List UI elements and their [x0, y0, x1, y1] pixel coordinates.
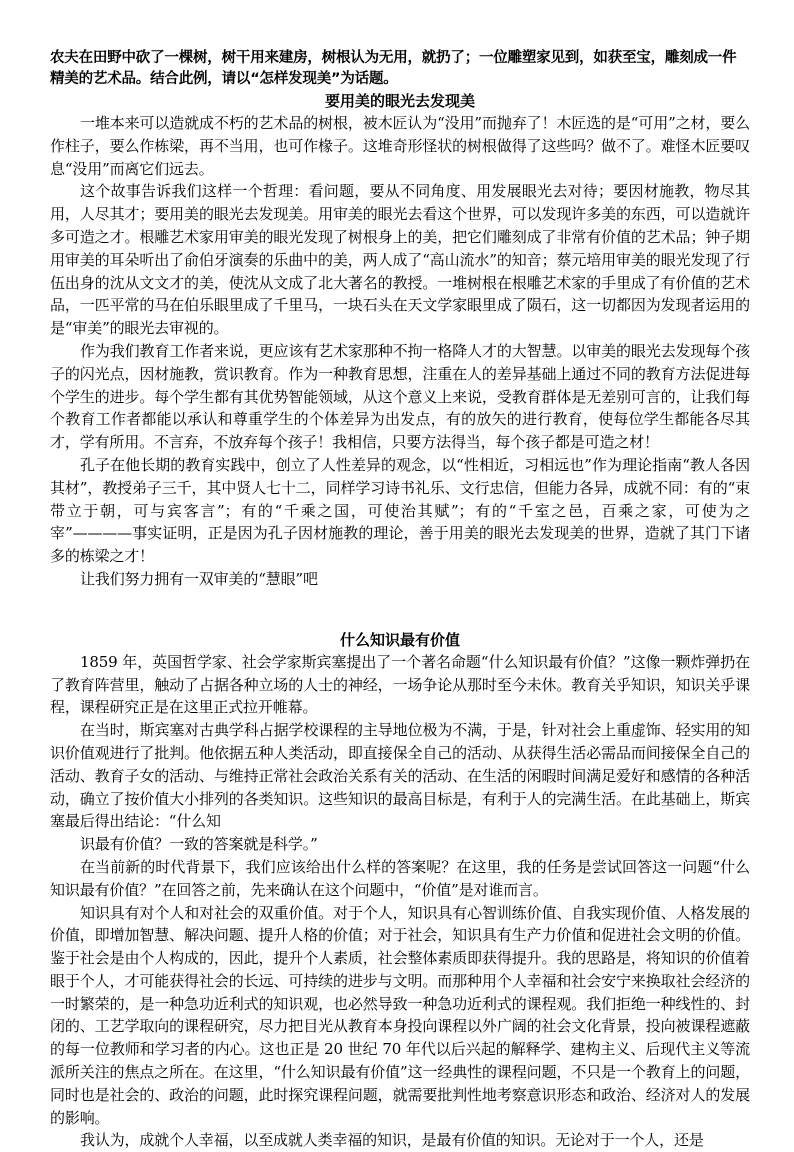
essay2-paragraph: 在当前新的时代背景下，我们应该给出什么样的答案呢？在这里，我的任务是尝试回答这一问题“什么知识最有价值？”在回答之前，先来确认在这个问题中，“价值”是对谁而言。 — [50, 857, 750, 899]
essay-prompt: 农夫在田野中砍了一棵树，树干用来建房，树根认为无用，就扔了；一位雕塑家见到，如获至宝，雕刻成一件精美的艺术品。结合此例，请以“怎样发现美”为话题。 — [50, 50, 737, 87]
essay1-paragraph: 这个故事告诉我们这样一个哲理：看问题，要从不同角度、用发展眼光去对待；要因材施教，物尽其用，人尽其才；要用美的眼光去发现美。用审美的眼光去看这个世界，可以发现许多美的东西，可以造就许多可造之才。根雕艺术家用审美的眼光发现了树根身上的美，把它们雕刻成了非常有价值的艺术品；钟子期用审美的耳朵听出了俞伯牙演奏的乐曲中的美，两人成了“高山流水”的知音；蔡元培用审美的眼光发现了行伍出身的沈从文文才的美，使沈从文成了北大著名的教授。一堆树根在根雕艺术家的手里成了有价值的艺术品，一匹平常的马在伯乐眼里成了千里马，一块石头在天文学家眼里成了陨石，这一切都因为发现者运用的是“审美”的眼光去审视的。 — [50, 182, 750, 338]
essay2-paragraph: 知识具有对个人和对社会的双重价值。对于个人，知识具有心智训练价值、自我实现价值、人格发展的价值，即增加智慧、解决问题、提升人格的价值；对于社会，知识具有生产力价值和促进社会文明的价值。鉴于社会是由个人构成的，因此，提升个人素质，社会整体素质即获得提升。我的思路是，将知识的价值着眼于个人，才可能获得社会的长远、可持续的进步与文明。而那种用个人幸福和社会安宁来换取社会经济的一时繁荣的，是一种急功近利式的知识观，也必然导致一种急功近利式的课程观。我们拒绝一种线性的、封闭的、工艺学取向的课程研究，尽力把目光从教育本身投向课程以外广阔的社会文化背景，投向被课程遮蔽的每一位教师和学习者的内心。这也正是 20 世纪 70 年代以后兴起的解释学、建构主义、后现代主义等流派所关注的焦点之所在。在这里，“什么知识最有价值”这一经典性的课程问题，不只是一个教育上的问题，同时也是社会的、政治的问题，此时探究课程问题，就需要批判性地考察意识形态和政治、经济对人的发展的影响。 — [50, 903, 750, 1127]
essay1-title: 要用美的眼光去发现美 — [324, 92, 475, 110]
essay2-paragraph: 1859 年，英国哲学家、社会学家斯宾塞提出了一个著名命题“什么知识最有价值？”这像一颗炸弹扔在了教育阵营里，触动了占据各种立场的人士的神经，一场争论从那时至今未休。教育关乎知识，知识关乎课程，课程研究正是在这里正式拉开帷幕。 — [50, 652, 750, 717]
section-spacer — [50, 591, 750, 629]
essay2-paragraph: 在当时，斯宾塞对古典学科占据学校课程的主导地位极为不满，于是，针对社会上重虚饰、轻实用的知识价值观进行了批判。他依据五种人类活动，即直接保全自己的活动、从获得生活必需品而间接保全自己的活动、教育子女的活动、与维持正常社会政治关系有关的活动、在生活的闲暇时间满足爱好和感情的各种活动，确立了按价值大小排列的各类知识。这些知识的最高目标是，有利于人的完满生活。在此基础上，斯宾塞最后得出结论：“什么知 — [50, 721, 750, 831]
essay1-paragraph: 孔子在他长期的教育实践中，创立了人性差异的观念，以“性相近，习相远也”作为理论指南“教人各因其材”，教授弟子三千，其中贤人七十二，同样学习诗书礼乐、文行忠信，但能力各异，成就不同：有的“束带立于朝，可与宾客言”；有的“千乘之国，可使治其赋”；有的“千室之邑，百乘之家，可使为之宰”————事实证明，正是因为孔子因材施教的理论，善于用美的眼光去发现美的世界，造就了其门下诸多的栋梁之才！ — [50, 455, 750, 566]
essay2-paragraph: 我认为，成就个人幸福，以至成就人类幸福的知识，是最有价值的知识。无论对于一个人，还是 — [80, 1131, 704, 1150]
essay1-paragraph: 一堆本来可以造就成不朽的艺术品的树根，被木匠认为“没用”而抛弃了！木匠选的是“可用”之材，要么作柱子，要么作栋梁，再不当用，也可作椽子。这堆奇形怪状的树根做得了这些吗？做不了。难怪木匠要叹息“没用”而离它们远去。 — [50, 114, 750, 178]
essay2-paragraph: 识最有价值？一致的答案就是科学。” — [80, 835, 318, 854]
essay1-paragraph: 作为我们教育工作者来说，更应该有艺术家那种不拘一格降人才的大智慧。以审美的眼光去发现每个孩子的闪光点，因材施教，赏识教育。作为一种教育思想，注重在人的差异基础上通过不同的教育方法促进每个学生的进步。每个学生都有其优势智能领域，从这个意义上来说，受教育群体是无差别可言的，让我们每个教育工作者都能以承认和尊重学生的个体差异为出发点，有的放矢的进行教育，使每位学生都能各尽其才，学有所用。不言弃，不放弃每个孩子！我相信，只要方法得当，每个孩子都是可造之材！ — [50, 341, 750, 452]
essay2-title: 什么知识最有价值 — [339, 630, 460, 649]
essay1-paragraph: 让我们努力拥有一双审美的“慧眼”吧 — [80, 569, 318, 588]
document-page — [50, 48, 750, 1152]
